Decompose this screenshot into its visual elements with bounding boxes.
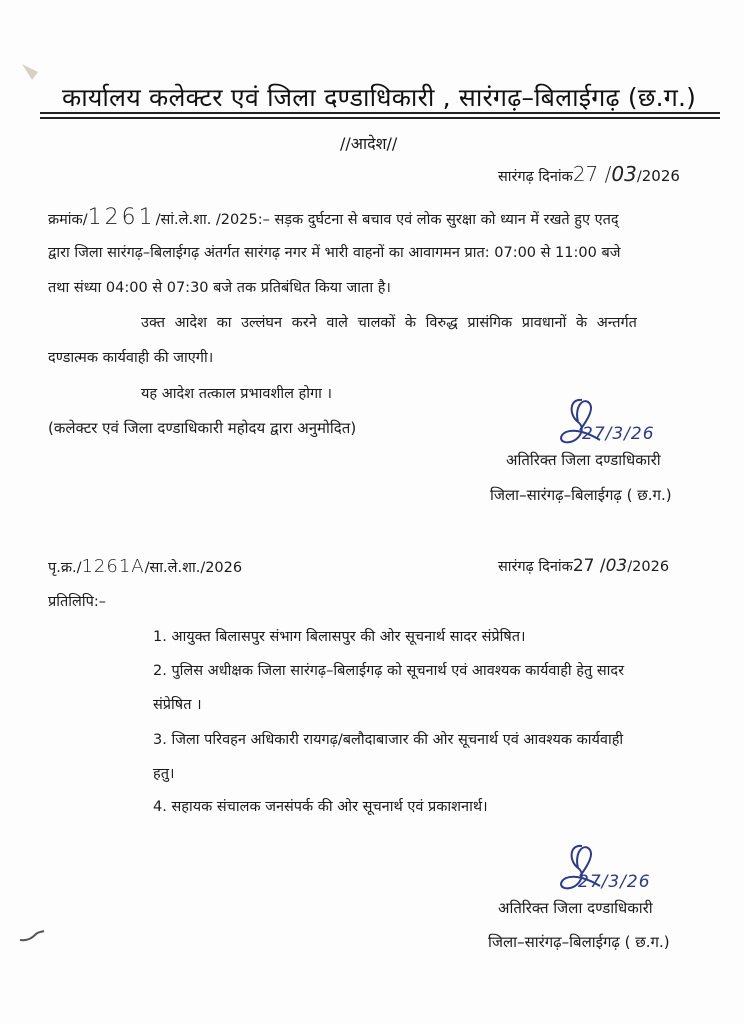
- endorsement-number-handwritten: 1261A: [81, 556, 145, 577]
- copy-item-4: 4. सहायक संचालक जनसंपर्क की ओर सूचनार्थ एवं प्रकाशनार्थ।: [153, 799, 488, 815]
- copy-item-1: 1. आयुक्त बिलासपुर संभाग बिलासपुर की ओर सूचनार्थ सादर संप्रेषित।: [153, 629, 526, 645]
- endorsement-number: [48, 556, 242, 577]
- signature-2-date: 27/3/26: [578, 872, 651, 892]
- copy-item-2: 2. पुलिस अधीक्षक जिला सारंगढ़–बिलाईगढ़ को सूचनार्थ एवं आवश्यक कार्यवाही हेतु सादर: [153, 663, 625, 679]
- signatory-2-title: अतिरिक्त जिला दण्डाधिकारी: [498, 899, 653, 917]
- order-date-month: 03: [611, 162, 637, 186]
- order-date-day: 27: [572, 162, 599, 186]
- order-date-prefix: सारंगढ़ दिनांक: [498, 169, 573, 185]
- endorsement-number-prefix: पृ.क्र./: [48, 560, 82, 576]
- endorsement-date: सारंगढ़ दिनांक27 /03/2026: [498, 556, 670, 576]
- para1-line2: द्वारा जिला सारंगढ़–बिलाईगढ़ अंतर्गत सारंगढ़ नगर में भारी वाहनों का आवागमन प्रात: 07:00 से 11:00 बजे: [48, 245, 621, 261]
- order-number-handwritten: 1261: [87, 205, 156, 230]
- signatory-1-district: जिला–सारंगढ़–बिलाईगढ़ ( छ.ग.): [490, 486, 672, 504]
- order-date: सारंगढ़ दिनांक27 /03/2026: [498, 162, 680, 186]
- para1-line3: तथा संध्या 04:00 से 07:30 बजे तक प्रतिबंधित किया जाता है।: [48, 280, 391, 296]
- copy-label: प्रतिलिपि:–: [48, 594, 106, 610]
- paper-corner-mark: [20, 62, 44, 84]
- header-rule-top: [40, 112, 720, 114]
- copy-item-3-cont: हतु।: [153, 766, 175, 782]
- copy-item-3: 3. जिला परिवहन अधिकारी रायगढ़/बलौदाबाजार की ओर सूचनार्थ एवं आवश्यक कार्यवाही: [153, 732, 624, 748]
- order-number-prefix: क्रमांक/: [48, 212, 88, 228]
- endorsement-date-year: 2026: [632, 559, 670, 575]
- para2-line2: दण्डात्मक कार्यवाही की जाएगी।: [48, 350, 214, 366]
- order-date-year: 2026: [641, 167, 680, 185]
- para2-line1: उक्त आदेश का उल्लंघन करने वाले चालकों के विरुद्ध प्रासंगिक प्रावधानों के अन्तर्गत: [141, 315, 637, 331]
- header-rule-bottom: [40, 117, 720, 119]
- order-number-suffix: /सां.ले.शा. /2025:–: [155, 212, 270, 228]
- para1-line1: सड़क दुर्घटना से बचाव एवं लोक सुरक्षा को ध्यान में रखते हुए एतद्: [274, 212, 619, 228]
- endorsement-number-suffix: /सा.ले.शा./2026: [144, 560, 243, 576]
- para3: यह आदेश तत्काल प्रभावशील होगा ।: [141, 386, 333, 402]
- approval-note: (कलेक्टर एवं जिला दण्डाधिकारी महोदय द्वारा अनुमोदित): [48, 419, 357, 437]
- endorsement-date-day: 27: [572, 556, 595, 576]
- copy-item-2-cont: संप्रेषित ।: [153, 697, 202, 713]
- endorsement-date-prefix: सारंगढ़ दिनांक: [498, 559, 573, 575]
- signatory-1-title: अतिरिक्त जिला दण्डाधिकारी: [506, 451, 661, 469]
- stray-pen-mark: [18, 928, 48, 944]
- endorsement-date-month: 03: [605, 556, 628, 576]
- order-number-line: [48, 205, 619, 230]
- office-header-title: कार्यालय कलेक्टर एवं जिला दण्डाधिकारी , सारंगढ़–बिलाईगढ़ (छ.ग.): [62, 83, 697, 112]
- order-heading: //आदेश//: [340, 134, 398, 153]
- signatory-2-district: जिला–सारंगढ़–बिलाईगढ़ ( छ.ग.): [488, 933, 670, 951]
- signature-1-date: 27/3/26: [582, 424, 655, 444]
